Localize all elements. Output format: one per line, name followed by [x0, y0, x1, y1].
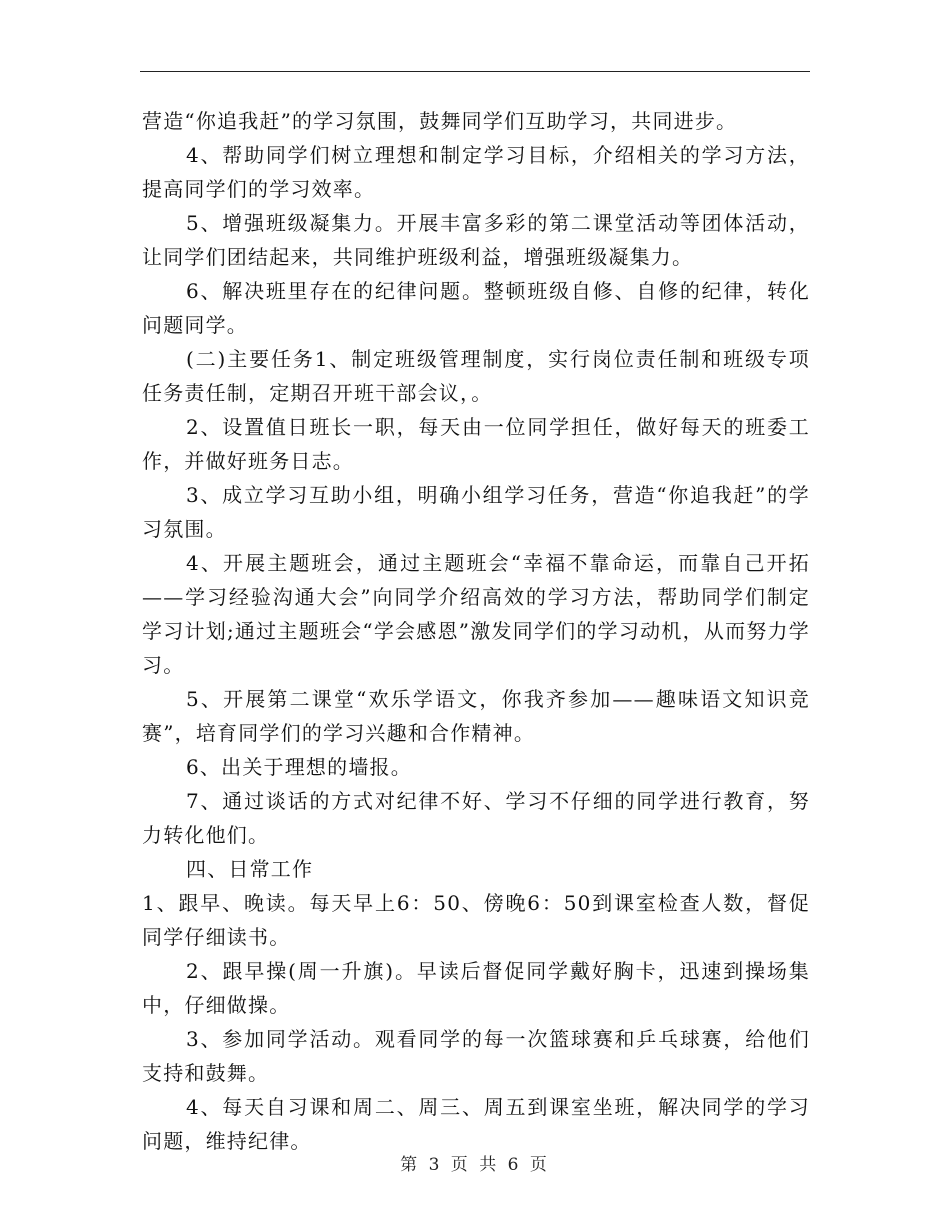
paragraph: 7、通过谈话的方式对纪律不好、学习不仔细的同学进行教育，努力转化他们。	[142, 789, 810, 847]
paragraph: 4、帮助同学们树立理想和制定学习目标，介绍相关的学习方法，提高同学们的学习效率。	[142, 143, 810, 201]
paragraph: 6、解决班里存在的纪律问题。整顿班级自修、自修的纪律，转化问题同学。	[142, 279, 810, 337]
paragraph: 2、设置值日班长一职，每天由一位同学担任，做好每天的班委工作，并做好班务日志。	[142, 415, 810, 473]
paragraph: (二)主要任务1、制定班级管理制度，实行岗位责任制和班级专项任务责任制，定期召开班干部会议，。	[142, 347, 810, 405]
paragraph: 3、参加同学活动。观看同学的每一次篮球赛和乒乓球赛，给他们支持和鼓舞。	[142, 1027, 810, 1085]
header-rule	[140, 71, 810, 72]
paragraph: 4、每天自习课和周二、周三、周五到课室坐班，解决同学的学习问题，维持纪律。	[142, 1095, 810, 1153]
paragraph: 6、出关于理想的墙报。	[186, 755, 412, 779]
section-heading: 四、日常工作	[186, 857, 314, 881]
paragraph: 5、增强班级凝集力。开展丰富多彩的第二课堂活动等团体活动，让同学们团结起来，共同维护班级利益，增强班级凝集力。	[142, 211, 810, 269]
paragraph: 营造“你追我赶”的学习氛围，鼓舞同学们互助学习，共同进步。	[142, 109, 738, 133]
paragraph: 5、开展第二课堂“欢乐学语文，你我齐参加——趣味语文知识竞赛”，培育同学们的学习兴趣和合作精神。	[142, 687, 810, 745]
paragraph: 4、开展主题班会，通过主题班会“幸福不靠命运，而靠自己开拓——学习经验沟通大会”向同学介绍高效的学习方法，帮助同学们制定学习计划;通过主题班会“学会感恩”激发同学们的学习动机，从而努力学习。	[142, 551, 810, 677]
page-footer: 第 3 页 共 6 页	[400, 1155, 550, 1175]
paragraph: 1、跟早、晚读。每天早上6：50、傍晚6：50到课室检查人数，督促同学仔细读书。	[142, 891, 810, 949]
document-body	[142, 104, 810, 1158]
paragraph: 3、成立学习互助小组，明确小组学习任务，营造“你追我赶”的学习氛围。	[142, 483, 810, 541]
paragraph: 2、跟早操(周一升旗)。早读后督促同学戴好胸卡，迅速到操场集中，仔细做操。	[142, 959, 810, 1017]
